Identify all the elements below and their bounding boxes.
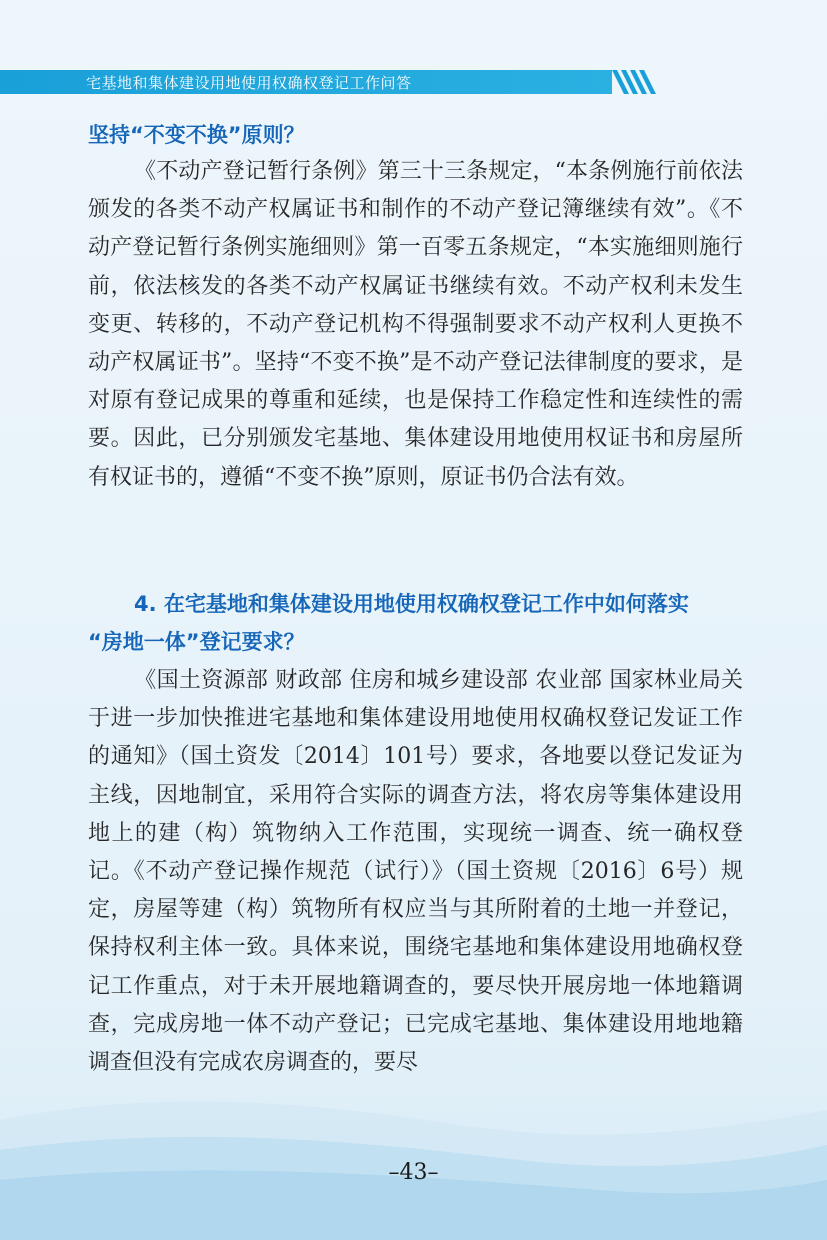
page-number: –43– [388,1160,439,1185]
section-heading-continuation: 坚持“不变不换”原则？ [88,123,305,147]
paragraph-1-text: 《不动产登记暂行条例》第三十三条规定，“本条例施行前依法颁发的各类不动产权属证书和制作的不动产登记簿继续有效”。《不动产登记暂行条例实施细则》第一百零五条规定，“本实施细则施行前，依法核发的各类不动产权属证书继续有效。不动产权利未发生变更、转移的，不动产登记机构不得强制要求不动产权利人更换不动产权属证书”。坚持“不变不换”是不动产登记法律制度的要求，是对原有登记成果的尊重和延续，也是保持工作稳定性和连续性的需要。因此，已分别颁发宅基地、集体建设用地使用权证书和房屋所有权证书的，遵循“不变不换”原则，原证书仍合法有效。 [88,159,743,490]
paragraph-2-text: 《国土资源部 财政部 住房和城乡建设部 农业部 国家林业局关于进一步加快推进宅基地和集体建设用地使用权确权登记发证工作的通知》（国土资发〔2014〕101号）要求，各地要以登记发证为主线，因地制宜，采用符合实际的调查方法，将农房等集体建设用地上的建（构）筑物纳入工作范围，实现统一调查、统一确权登记。《不动产登记操作规范（试行）》（国土资规〔2016〕6号）规定，房屋等建（构）筑物所有权应当与其所附着的土地一并登记，保持权利主体一致。具体来说，围绕宅基地和集体建设用地确权登记工作重点，对于未开展地籍调查的，要尽快开展房地一体地籍调查，完成房地一体不动产登记；已完成宅基地、集体建设用地地籍调查但没有完成农房调查的，要尽 [88,668,743,1076]
question-4-heading-line-1: 4. 在宅基地和集体建设用地使用权确权登记工作中如何落实 [134,592,689,616]
bottom-wave-decoration [0,1030,827,1240]
question-4-heading-line-2: “房地一体”登记要求？ [88,630,305,654]
running-header-title: 宅基地和集体建设用地使用权确权登记工作问答 [86,74,412,92]
body-paragraph-2 [88,662,743,1082]
header-stripes-decoration [606,70,662,94]
body-paragraph-1 [88,153,743,497]
